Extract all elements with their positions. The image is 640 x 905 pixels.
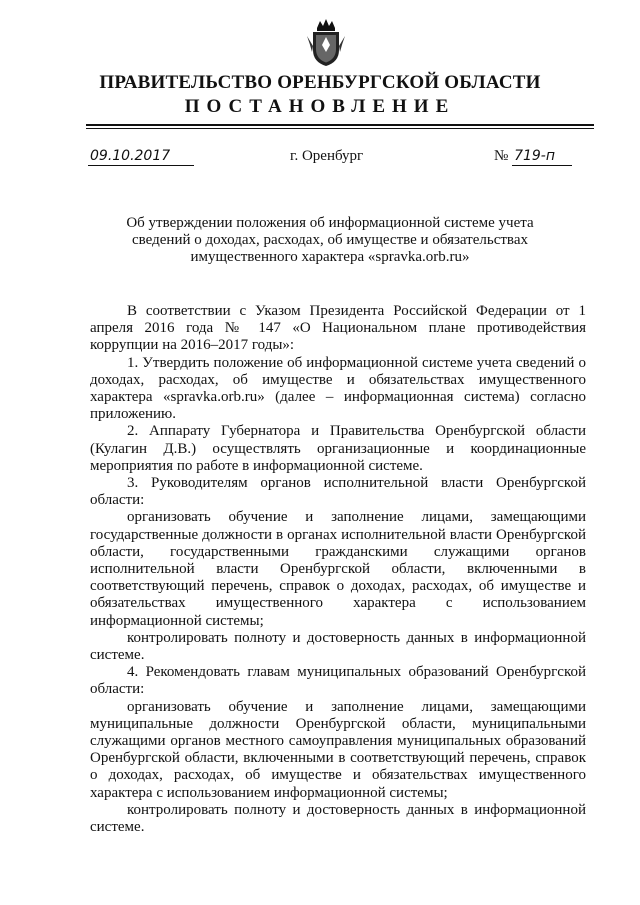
header-divider-thin xyxy=(86,128,594,129)
document-type: ПОСТАНОВЛЕНИЕ xyxy=(184,96,456,117)
header-divider xyxy=(86,124,594,126)
paragraph-item-4-training: организовать обучение и заполнение лицами, замещающими муниципальные должности Оренбургской области, муниципальными служащими органов местного самоуправления муниципальных образований Оренбургской области, включенными в соответствующий перечень, справок о доходах, расходах, об имуществе и обязательствах имущественного характера с использованием информационной системы; xyxy=(90,698,586,801)
paragraph-preamble: В соответствии с Указом Президента Российской Федерации от 1 апреля 2016 года № 147 «О Национальном плане противодействия коррупции на 2016–2017 годы»: xyxy=(90,303,586,354)
paragraph-item-4: 4. Рекомендовать главам муниципальных образований Оренбургской области: xyxy=(90,664,586,698)
organization-title: ПРАВИТЕЛЬСТВО ОРЕНБУРГСКОЙ ОБЛАСТИ xyxy=(99,72,541,93)
document-number xyxy=(494,148,572,166)
paragraph-item-3: 3. Руководителям органов исполнительной власти Оренбургской области: xyxy=(90,475,586,509)
document-body xyxy=(90,303,586,836)
number-label: № xyxy=(494,148,509,164)
document-city: г. Оренбург xyxy=(290,148,364,164)
paragraph-item-2: 2. Аппарату Губернатора и Правительства Оренбургской области (Кулагин Д.В.) осуществлять организационные и координационные мероприятия по работе в информационной системе. xyxy=(90,423,586,474)
paragraph-item-3-training: организовать обучение и заполнение лицами, замещающими государственные должности в органах исполнительной власти Оренбургской области, государственными гражданскими служащими органов исполнительной власти Оренбургской области, включенными в соответствующий перечень, справок о доходах, расходах, об имуществе и обязательствах имущественного характера с использованием информационной системы; xyxy=(90,509,586,629)
paragraph-item-4-control: контролировать полноту и достоверность данных в информационной системе. xyxy=(90,801,586,836)
coat-of-arms-icon xyxy=(305,18,347,68)
document-subject: Об утверждении положения об информационной системе учета сведений о доходах, расходах, об имуществе и обязательствах имущественного характера «spravka.orb.ru» xyxy=(126,215,534,265)
number-value: 719-п xyxy=(512,148,572,166)
paragraph-item-3-control: контролировать полноту и достоверность данных в информационной системе. xyxy=(90,629,586,664)
document-date xyxy=(88,148,194,166)
date-value: 09.10.2017 xyxy=(88,148,194,166)
paragraph-item-1: 1. Утвердить положение об информационной системе учета сведений о доходах, расходах, об имуществе и обязательствах имущественного характера «spravka.orb.ru» (далее – информационная система) согласно приложению. xyxy=(90,354,586,423)
